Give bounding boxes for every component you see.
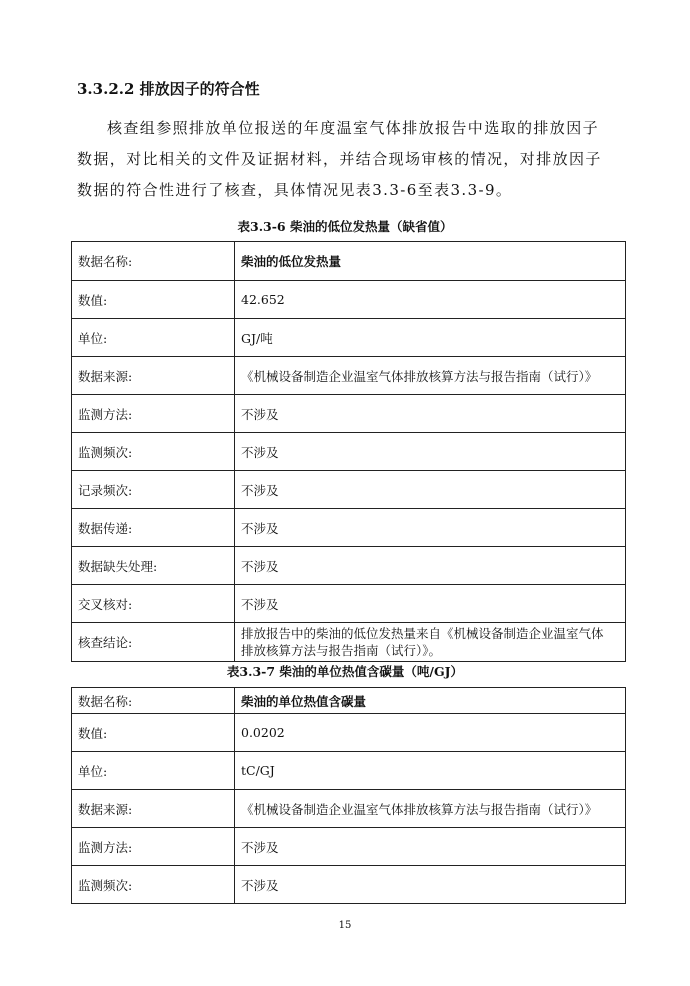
row-key: 监测方法: bbox=[72, 395, 235, 433]
table-row bbox=[72, 433, 626, 471]
row-key: 数据来源: bbox=[72, 790, 235, 828]
row-value: 不涉及 bbox=[235, 433, 626, 471]
table-row bbox=[72, 714, 626, 752]
row-key: 数据缺失处理: bbox=[72, 547, 235, 585]
table-row bbox=[72, 866, 626, 904]
table-row bbox=[72, 828, 626, 866]
row-value-line: 排放核算方法与报告指南（试行）》。 bbox=[241, 643, 442, 658]
row-value: 不涉及 bbox=[235, 395, 626, 433]
row-key: 监测频次: bbox=[72, 433, 235, 471]
row-key: 核查结论: bbox=[72, 623, 235, 662]
row-value: 柴油的低位发热量 bbox=[235, 242, 626, 281]
page-number: 15 bbox=[338, 920, 352, 931]
table-caption: 表3.3-7 柴油的单位热值含碳量（吨/GJ） bbox=[226, 664, 464, 679]
row-value: GJ/吨 bbox=[235, 319, 626, 357]
row-value: 不涉及 bbox=[235, 509, 626, 547]
row-value: 42.652 bbox=[235, 281, 626, 319]
data-table-diesel-carbon bbox=[71, 687, 626, 904]
row-value: 不涉及 bbox=[235, 585, 626, 623]
table-row bbox=[72, 547, 626, 585]
row-value: 不涉及 bbox=[235, 866, 626, 904]
table-row bbox=[72, 471, 626, 509]
table-row bbox=[72, 623, 626, 662]
row-key: 数值: bbox=[72, 714, 235, 752]
table-row bbox=[72, 790, 626, 828]
row-key: 单位: bbox=[72, 752, 235, 790]
table-row bbox=[72, 752, 626, 790]
row-value: 0.0202 bbox=[235, 714, 626, 752]
table-row bbox=[72, 357, 626, 395]
row-value: tC/GJ bbox=[235, 752, 626, 790]
row-value bbox=[235, 623, 626, 662]
row-key: 监测方法: bbox=[72, 828, 235, 866]
table-row bbox=[72, 585, 626, 623]
paragraph-line: 核查组参照排放单位报送的年度温室气体排放报告中选取的排放因子 bbox=[107, 119, 600, 137]
row-value: 不涉及 bbox=[235, 547, 626, 585]
row-value: 《机械设备制造企业温室气体排放核算方法与报告指南（试行）》 bbox=[235, 790, 626, 828]
row-value-line: 排放报告中的柴油的低位发热量来自《机械设备制造企业温室气体 bbox=[241, 626, 604, 641]
table-row bbox=[72, 281, 626, 319]
table-caption: 表3.3-6 柴油的低位发热量（缺省值） bbox=[237, 219, 453, 234]
table-row bbox=[72, 509, 626, 547]
section-heading: 3.3.2.2 排放因子的符合性 bbox=[77, 80, 260, 98]
table-row bbox=[72, 395, 626, 433]
row-value: 《机械设备制造企业温室气体排放核算方法与报告指南（试行）》 bbox=[235, 357, 626, 395]
body-paragraph bbox=[77, 113, 617, 206]
row-key: 单位: bbox=[72, 319, 235, 357]
row-key: 数据名称: bbox=[72, 688, 235, 714]
paragraph-line: 数据，对比相关的文件及证据材料，并结合现场审核的情况，对排放因子 bbox=[77, 150, 602, 168]
table-row bbox=[72, 242, 626, 281]
row-key: 数据来源: bbox=[72, 357, 235, 395]
row-key: 数据传递: bbox=[72, 509, 235, 547]
table-row bbox=[72, 688, 626, 714]
row-value: 不涉及 bbox=[235, 471, 626, 509]
row-key: 数据名称: bbox=[72, 242, 235, 281]
row-key: 数值: bbox=[72, 281, 235, 319]
row-value: 不涉及 bbox=[235, 828, 626, 866]
row-value: 柴油的单位热值含碳量 bbox=[235, 688, 626, 714]
paragraph-line: 数据的符合性进行了核查，具体情况见表3.3-6至表3.3-9。 bbox=[77, 181, 513, 199]
data-table-diesel-ncv bbox=[71, 241, 626, 662]
row-key: 监测频次: bbox=[72, 866, 235, 904]
row-key: 记录频次: bbox=[72, 471, 235, 509]
row-key: 交叉核对: bbox=[72, 585, 235, 623]
table-row bbox=[72, 319, 626, 357]
